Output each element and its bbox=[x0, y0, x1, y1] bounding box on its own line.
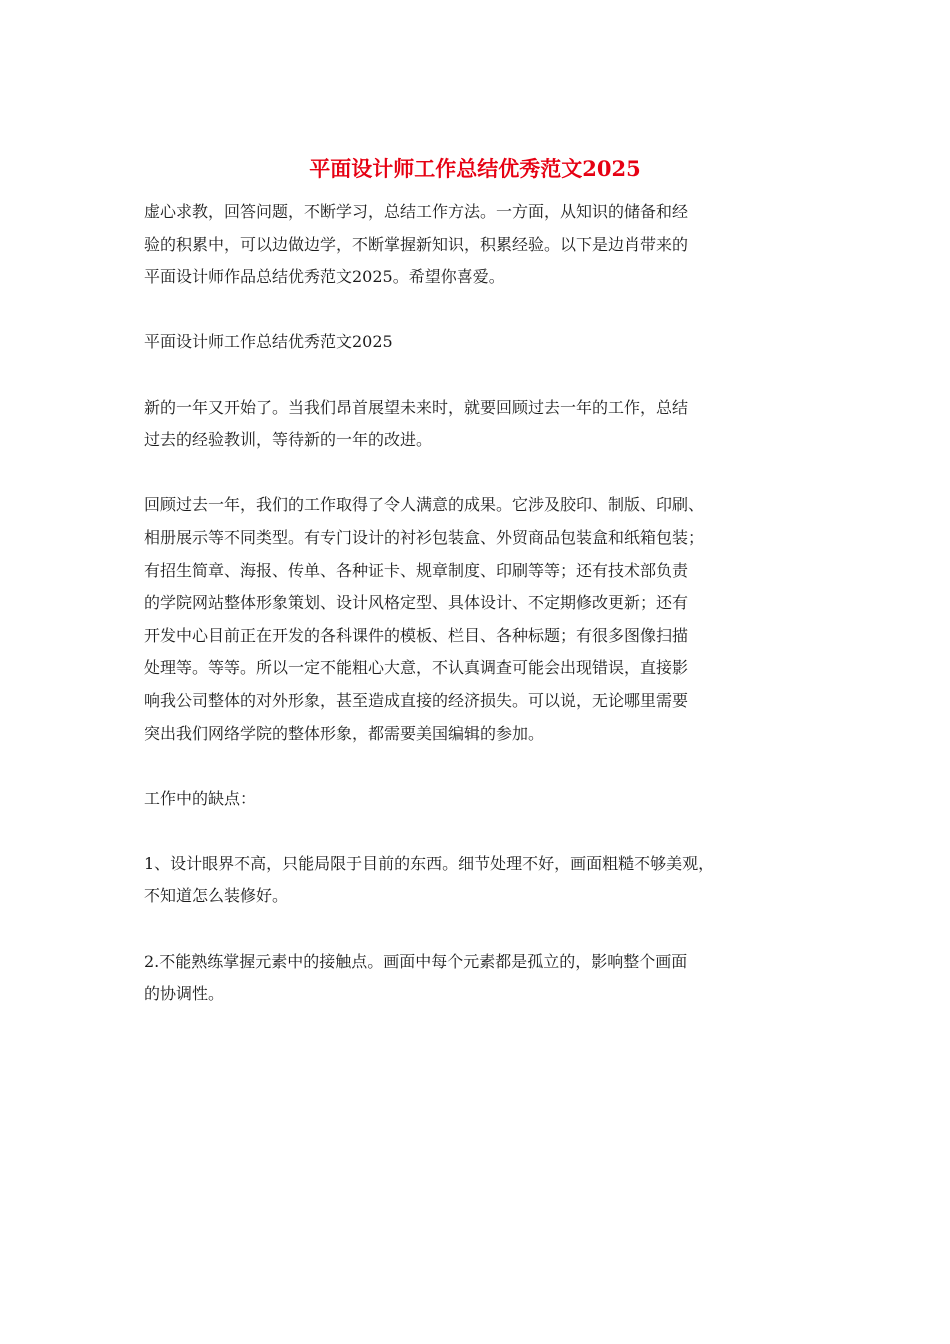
text-line: 处理等。等等。所以一定不能粗心大意，不认真调查可能会出现错误，直接影 bbox=[144, 658, 689, 678]
text-line: 的学院网站整体形象策划、设计风格定型、具体设计、不定期修改更新；还有 bbox=[144, 593, 689, 613]
paragraph-shortcomings-heading bbox=[144, 783, 824, 816]
paragraph-subtitle bbox=[144, 326, 824, 359]
text-line: 突出我们网络学院的整体形象，都需要美国编辑的参加。 bbox=[144, 723, 545, 743]
text-line: 平面设计师工作总结优秀范文2025 bbox=[144, 332, 393, 352]
text-line: 的协调性。 bbox=[144, 984, 225, 1004]
paragraph-new-year bbox=[144, 392, 824, 457]
text-line: 2.不能熟练掌握元素中的接触点。画面中每个元素都是孤立的，影响整个画面 bbox=[144, 951, 688, 971]
text-line: 响我公司整体的对外形象，甚至造成直接的经济损失。可以说，无论哪里需要 bbox=[144, 690, 689, 710]
text-line: 不知道怎么装修好。 bbox=[144, 886, 289, 906]
text-line: 工作中的缺点： bbox=[144, 788, 257, 808]
text-line: 新的一年又开始了。当我们昂首展望未来时，就要回顾过去一年的工作，总结 bbox=[144, 397, 689, 417]
text-line: 开发中心目前正在开发的各科课件的模板、栏目、各种标题；有很多图像扫描 bbox=[144, 625, 689, 645]
text-line: 验的积累中，可以边做边学，不断掌握新知识，积累经验。以下是边肖带来的 bbox=[144, 234, 689, 254]
paragraph-intro bbox=[144, 196, 824, 294]
document-title: 平面设计师工作总结优秀范文2025 bbox=[309, 156, 641, 181]
text-line: 回顾过去一年，我们的工作取得了令人满意的成果。它涉及胶印、制版、印刷、 bbox=[144, 495, 705, 515]
text-line: 有招生简章、海报、传单、各种证卡、规章制度、印刷等等；还有技术部负责 bbox=[144, 560, 689, 580]
text-line: 平面设计师作品总结优秀范文2025。希望你喜爱。 bbox=[144, 267, 505, 287]
text-line: 过去的经验教训，等待新的一年的改进。 bbox=[144, 430, 433, 450]
document-body bbox=[144, 196, 824, 1043]
text-line: 虚心求教，回答问题，不断学习，总结工作方法。一方面，从知识的储备和经 bbox=[144, 202, 689, 221]
paragraph-review bbox=[144, 489, 824, 750]
text-line: 相册展示等不同类型。有专门设计的衬衫包装盒、外贸商品包装盒和纸箱包装； bbox=[144, 527, 705, 547]
text-line: 1、设计眼界不高，只能局限于目前的东西。细节处理不好，画面粗糙不够美观， bbox=[144, 853, 715, 873]
paragraph-shortcoming-2 bbox=[144, 946, 824, 1011]
paragraph-shortcoming-1 bbox=[144, 848, 824, 913]
